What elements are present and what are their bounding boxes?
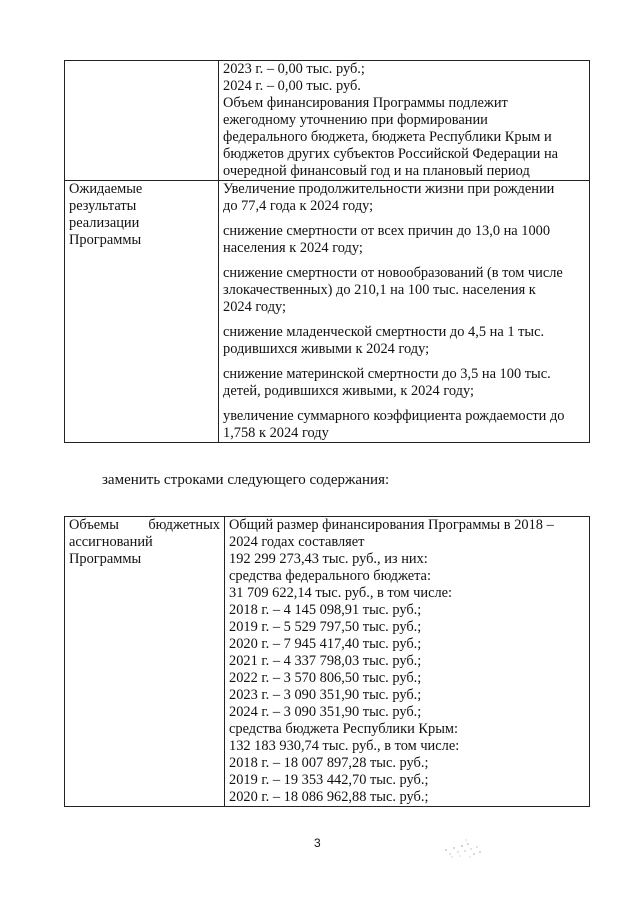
- label-word: бюджетных: [148, 517, 220, 533]
- text-line: Объем финансирования Программы подлежит: [223, 95, 508, 111]
- text-line: снижение материнской смертности до 3,5 на 100 тыс.: [223, 366, 551, 382]
- text-line: 2018 г. – 4 145 098,91 тыс. руб.;: [229, 602, 422, 618]
- text-line: 2019 г. – 19 353 442,70 тыс. руб.;: [229, 772, 429, 788]
- text-line: детей, родившихся живыми, к 2024 году;: [223, 383, 474, 399]
- text-line: 2024 г. – 0,00 тыс. руб.: [223, 78, 361, 94]
- text-line: очередной финансовый год и на плановый период: [223, 163, 530, 179]
- result-item: [223, 181, 589, 215]
- label-line: реализации: [69, 215, 140, 231]
- budget-label-cell: [65, 517, 225, 807]
- label-line: ассигнований: [69, 534, 153, 550]
- result-item: [223, 408, 589, 442]
- text-line: злокачественных) до 210,1 на 100 тыс. населения к: [223, 282, 536, 298]
- text-line: средства бюджета Республики Крым:: [229, 721, 458, 737]
- text-line: 2019 г. – 5 529 797,50 тыс. руб.;: [229, 619, 422, 635]
- text-line: населения к 2024 году;: [223, 240, 363, 256]
- text-line: ежегодному уточнению при формировании: [223, 112, 488, 128]
- text-line: увеличение суммарного коэффициента рождаемости до: [223, 408, 565, 424]
- table-row: [65, 61, 590, 181]
- label-line: Ожидаемые: [69, 181, 143, 197]
- funding-continuation-cell: [219, 61, 590, 181]
- result-item: [223, 366, 589, 400]
- empty-label-cell: [65, 61, 219, 181]
- page-number: 3: [314, 836, 321, 850]
- text-line: средства федерального бюджета:: [229, 568, 431, 584]
- text-line: снижение младенческой смертности до 4,5 на 1 тыс.: [223, 324, 545, 340]
- text-line: 192 299 273,43 тыс. руб., из них:: [229, 551, 428, 567]
- results-content-cell: [219, 181, 590, 443]
- replacement-instruction: заменить строками следующего содержания:: [102, 472, 390, 488]
- text-line: 2023 г. – 3 090 351,90 тыс. руб.;: [229, 687, 422, 703]
- label-line: результаты: [69, 198, 137, 214]
- text-line: до 77,4 года к 2024 году;: [223, 198, 374, 214]
- text-line: снижение смертности от новообразований (в том числе: [223, 265, 563, 281]
- results-label-cell: [65, 181, 219, 443]
- text-line: Увеличение продолжительности жизни при рождении: [223, 181, 555, 197]
- text-line: 31 709 622,14 тыс. руб., в том числе:: [229, 585, 453, 601]
- text-line: 2024 году;: [223, 299, 287, 315]
- text-line: Общий размер финансирования Программы в 2018 –: [229, 517, 554, 533]
- label-line: Программы: [69, 551, 142, 567]
- text-line: снижение смертности от всех причин до 13,0 на 1000: [223, 223, 551, 239]
- text-line: родившихся живыми к 2024 году;: [223, 341, 430, 357]
- scan-speckle-mark: [440, 830, 490, 865]
- text-line: 132 183 930,74 тыс. руб., в том числе:: [229, 738, 460, 754]
- table-row: [65, 181, 590, 443]
- text-line: 2022 г. – 3 570 806,50 тыс. руб.;: [229, 670, 422, 686]
- label-line: Программы: [69, 232, 142, 248]
- text-line: 2021 г. – 4 337 798,03 тыс. руб.;: [229, 653, 422, 669]
- text-line: 2024 годах составляет: [229, 534, 365, 550]
- text-line: 2018 г. – 18 007 897,28 тыс. руб.;: [229, 755, 429, 771]
- text-line: 2024 г. – 3 090 351,90 тыс. руб.;: [229, 704, 422, 720]
- budget-content-cell: [225, 517, 590, 807]
- program-table-original: [64, 60, 590, 443]
- table-row: [65, 517, 590, 807]
- text-line: федерального бюджета, бюджета Республики Крым и: [223, 129, 552, 145]
- label-line: [69, 517, 224, 534]
- text-line: 2020 г. – 7 945 417,40 тыс. руб.;: [229, 636, 422, 652]
- result-item: [223, 324, 589, 358]
- text-line: 1,758 к 2024 году: [223, 425, 329, 441]
- text-line: бюджетов других субъектов Российской Федерации на: [223, 146, 559, 162]
- text-line: 2023 г. – 0,00 тыс. руб.;: [223, 61, 365, 77]
- text-line: 2020 г. – 18 086 962,88 тыс. руб.;: [229, 789, 429, 805]
- label-word: Объемы: [69, 517, 119, 533]
- result-item: [223, 265, 589, 316]
- program-table-replacement: [64, 516, 590, 807]
- result-item: [223, 223, 589, 257]
